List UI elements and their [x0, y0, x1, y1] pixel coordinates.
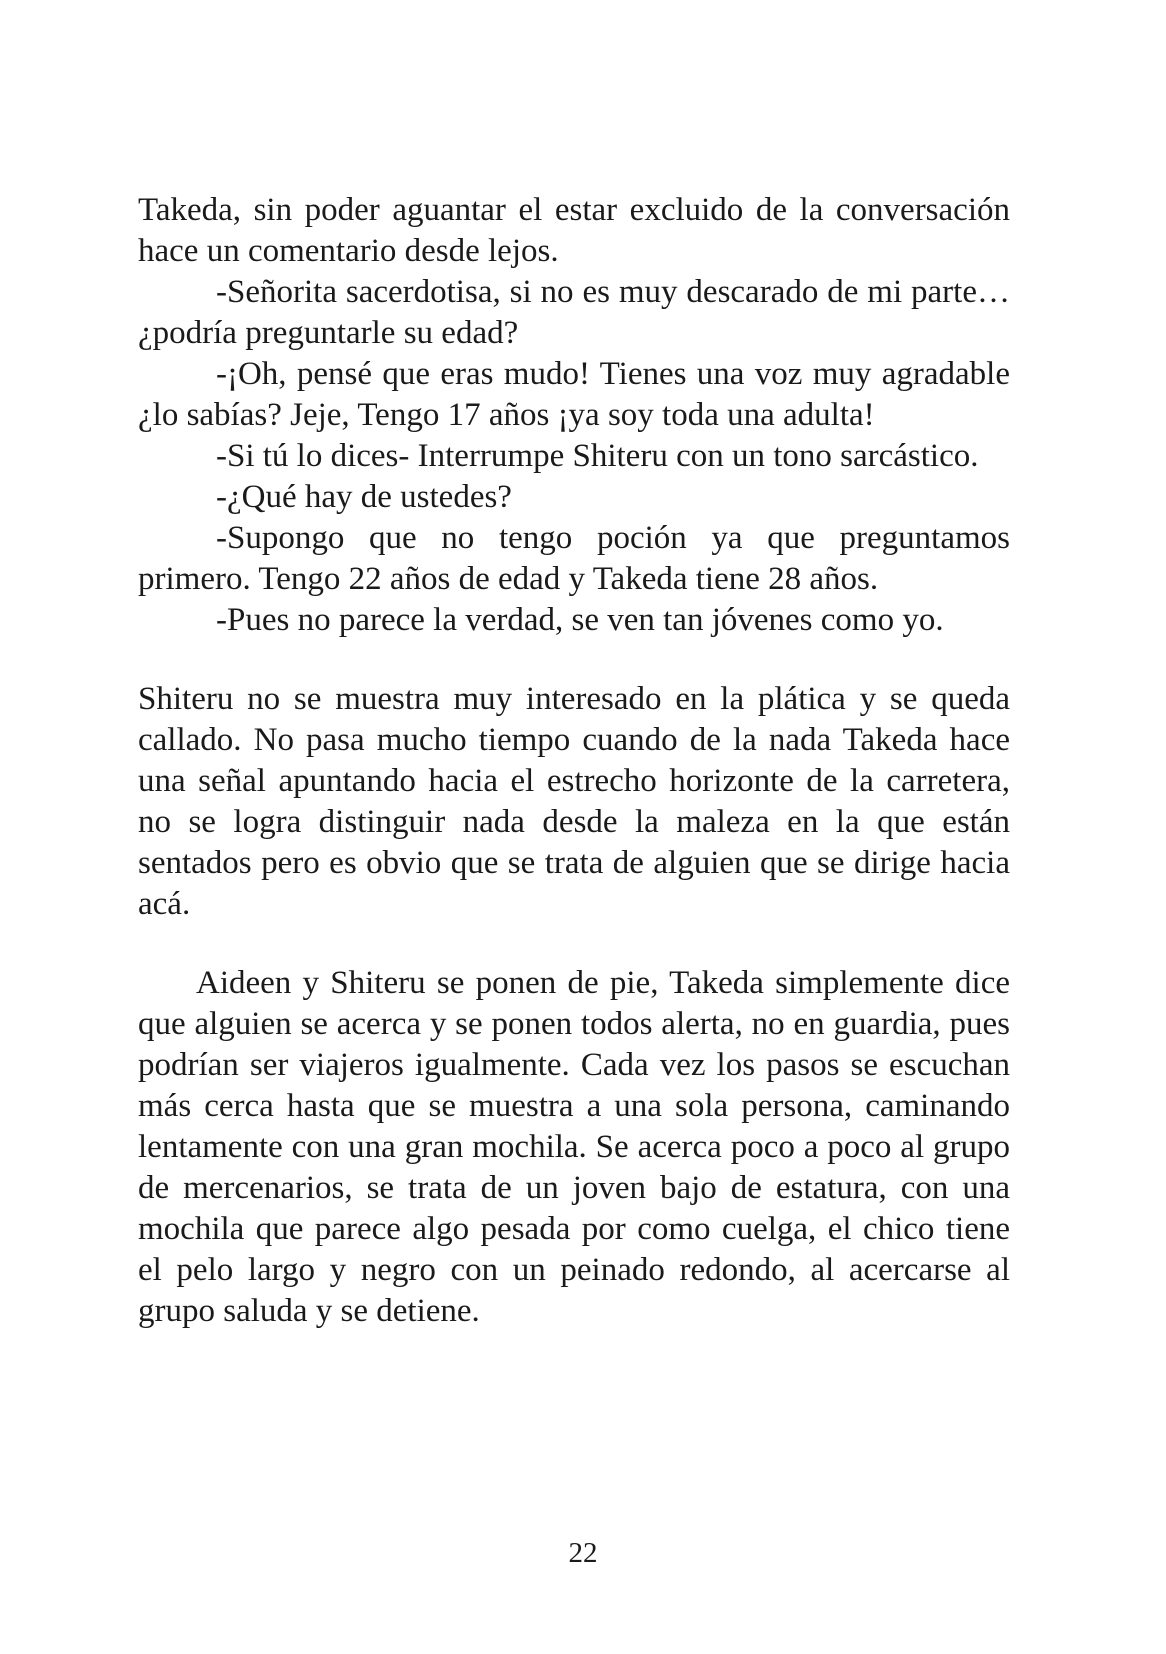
- paragraph-gap: [138, 641, 1010, 679]
- dialogue-line: -Señorita sacerdotisa, si no es muy descarado de mi parte… ¿podría preguntarle su edad?: [138, 274, 1010, 351]
- dialogue-line: -Supongo que no tengo poción ya que preguntamos primero. Tengo 22 años de edad y Takeda tiene 28 años.: [138, 520, 1010, 597]
- narration-paragraph: Aideen y Shiteru se ponen de pie, Takeda simplemente dice que alguien se acerca y se ponen todos alerta, no en guardia, pues podrían ser viajeros igualmente. Cada vez los pasos se escuchan más cerca hasta que se muestra a una sola persona, caminando lentamente con una gran mochila. Se acerca poco a poco al grupo de mercenarios, se trata de un joven bajo de estatura, con una mochila que parece algo pesada por como cuelga, el chico tiene el pelo largo y negro con un peinado redondo, al acercarse al grupo saluda y se detiene.: [138, 965, 1010, 1329]
- narration-paragraph: Takeda, sin poder aguantar el estar excluido de la conversación hace un comentario desde lejos.: [138, 192, 1010, 269]
- dialogue-line: -Pues no parece la verdad, se ven tan jóvenes como yo.: [216, 602, 944, 638]
- body-text: [138, 190, 1010, 1332]
- dialogue-line: -Si tú lo dices- Interrumpe Shiteru con un tono sarcástico.: [216, 438, 979, 474]
- dialogue-line: -¡Oh, pensé que eras mudo! Tienes una voz muy agradable ¿lo sabías? Jeje, Tengo 17 años ¡ya soy toda una adulta!: [138, 356, 1010, 433]
- page-number: 22: [568, 1537, 598, 1569]
- paragraph-gap: [138, 925, 1010, 963]
- narration-paragraph: Shiteru no se muestra muy interesado en la plática y se queda callado. No pasa mucho tiempo cuando de la nada Takeda hace una señal apuntando hacia el estrecho horizonte de la carretera, no se logra distinguir nada desde la maleza en la que están sentados pero es obvio que se trata de alguien que se dirige hacia acá.: [138, 681, 1010, 922]
- dialogue-line: -¿Qué hay de ustedes?: [216, 479, 512, 515]
